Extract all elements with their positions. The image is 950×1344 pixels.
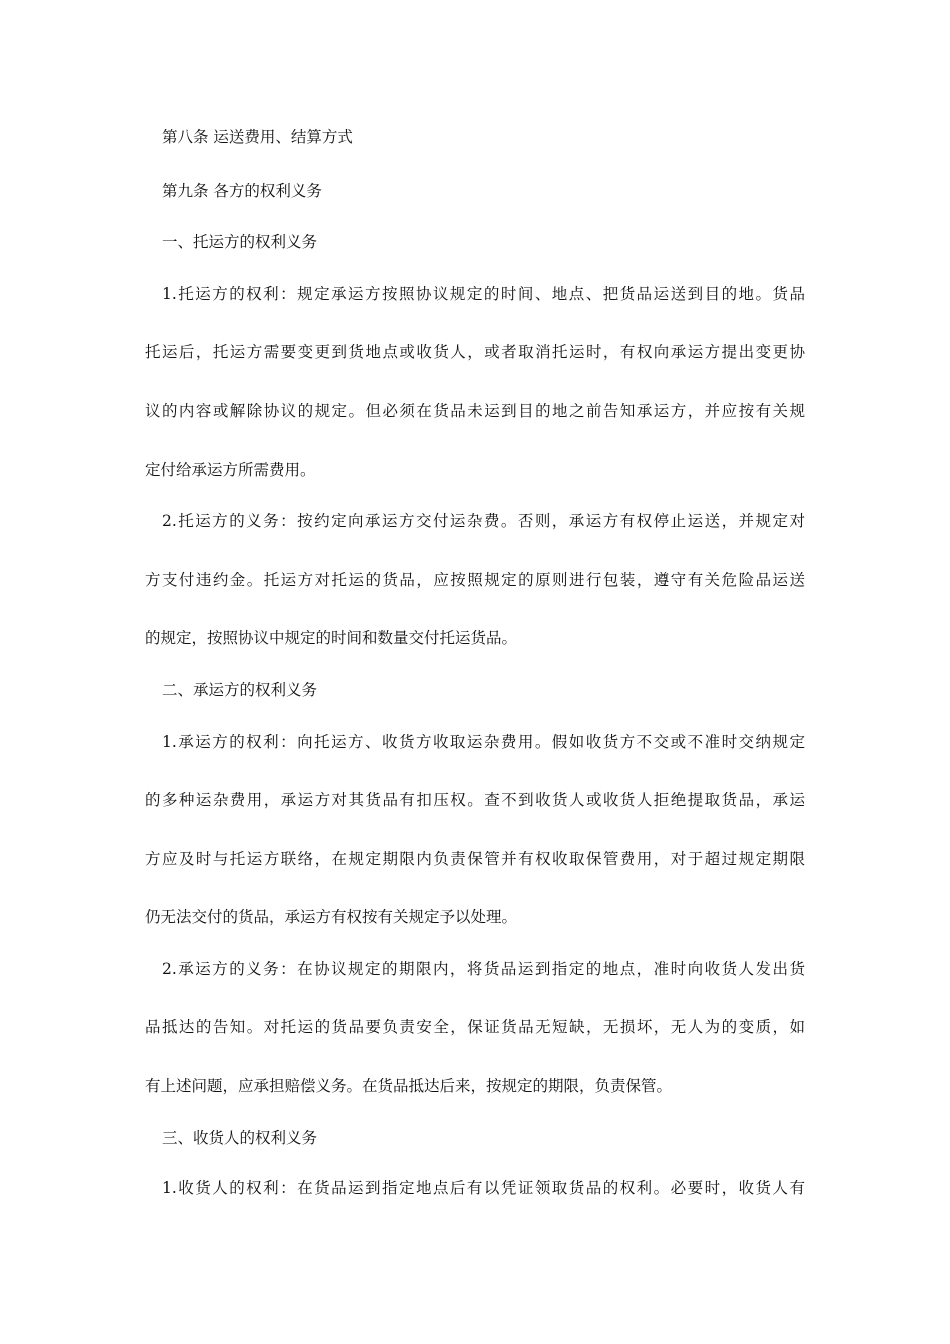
section-heading-consignee: 三、收货人的权利义务: [162, 1129, 318, 1147]
paragraph-line: 1.托运方的权利：规定承运方按照协议规定的时间、地点、把货品运送到目的地。货品: [162, 285, 805, 303]
paragraph-line: 1.收货人的权利：在货品运到指定地点后有以凭证领取货品的权利。必要时，收货人有: [162, 1179, 805, 1197]
paragraph-line: 2.托运方的义务：按约定向承运方交付运杂费。否则，承运方有权停止运送，并规定对: [162, 512, 805, 530]
paragraph-line: 的规定，按照协议中规定的时间和数量交付托运货品。: [145, 629, 518, 647]
paragraph-line: 仍无法交付的货品，承运方有权按有关规定予以处理。: [145, 908, 518, 926]
paragraph-line: 托运后，托运方需要变更到货地点或收货人，或者取消托运时，有权向承运方提出变更协: [145, 343, 805, 361]
heading-article-9: 第九条 各方的权利义务: [162, 182, 322, 200]
heading-article-8: 第八条 运送费用、结算方式: [162, 128, 353, 146]
paragraph-line: 方支付违约金。托运方对托运的货品，应按照规定的原则进行包装，遵守有关危险品运送: [145, 571, 805, 589]
paragraph-line: 议的内容或解除协议的规定。但必须在货品未运到目的地之前告知承运方，并应按有关规: [145, 402, 805, 420]
paragraph-line: 定付给承运方所需费用。: [145, 461, 316, 479]
paragraph-line: 1.承运方的权利：向托运方、收货方收取运杂费用。假如收货方不交或不准时交纳规定: [162, 733, 805, 751]
paragraph-line: 2.承运方的义务：在协议规定的期限内，将货品运到指定的地点，准时向收货人发出货: [162, 960, 805, 978]
paragraph-line: 方应及时与托运方联络，在规定期限内负责保管并有权收取保管费用，对于超过规定期限: [145, 850, 805, 868]
paragraph-line: 的多种运杂费用，承运方对其货品有扣压权。查不到收货人或收货人拒绝提取货品，承运: [145, 791, 805, 809]
paragraph-line: 品抵达的告知。对托运的货品要负责安全，保证货品无短缺，无损坏，无人为的变质，如: [145, 1018, 805, 1036]
paragraph-line: 有上述问题，应承担赔偿义务。在货品抵达后来，按规定的期限，负责保管。: [145, 1077, 673, 1095]
section-heading-shipper: 一、托运方的权利义务: [162, 233, 318, 251]
section-heading-carrier: 二、承运方的权利义务: [162, 681, 318, 699]
